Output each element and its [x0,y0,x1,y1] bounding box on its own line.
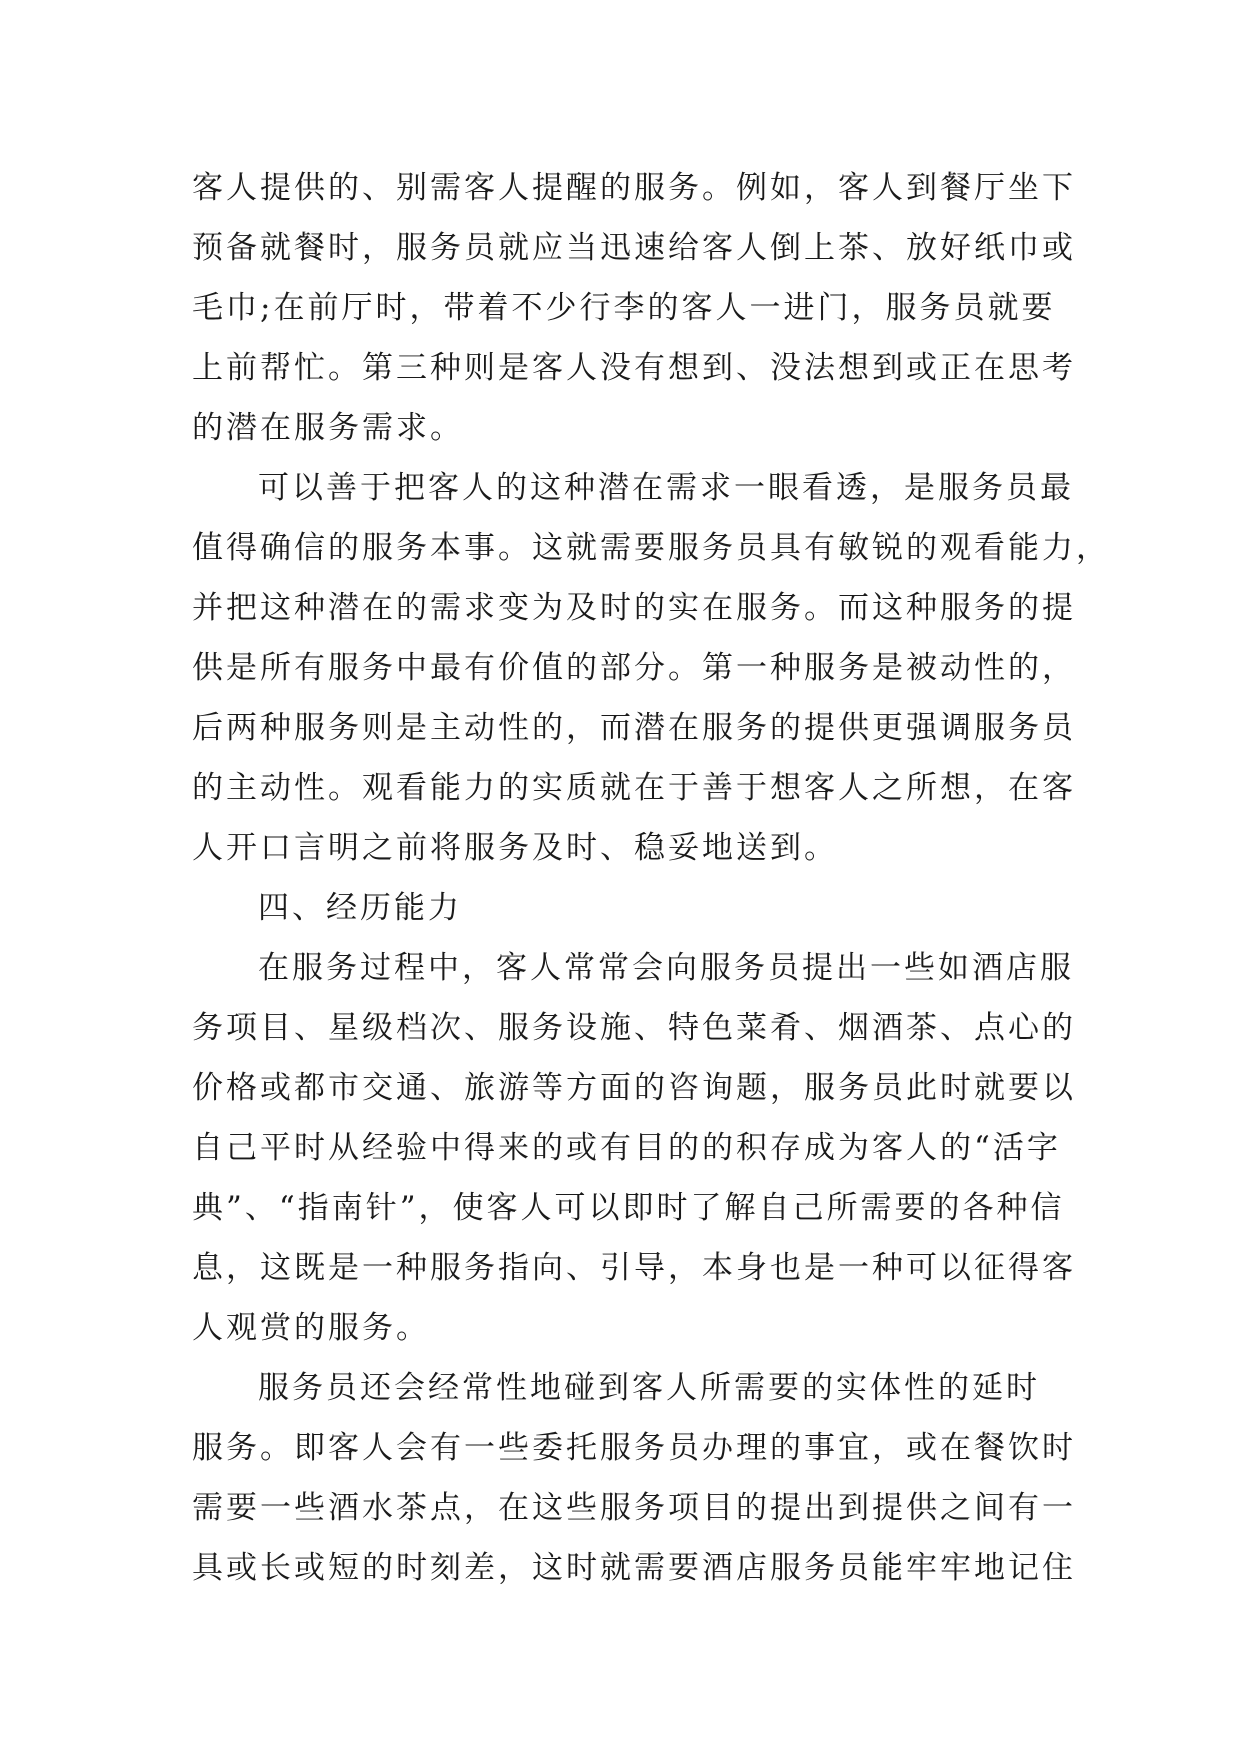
text-line: 的潜在服务需求。 [192,410,464,446]
text-line: 服务。即客人会有一些委托服务员办理的事宜，或在餐饮时 [192,1430,1076,1466]
text-line: 上前帮忙。第三种则是客人没有想到、没法想到或正在思考 [192,350,1076,386]
text-line: 价格或都市交通、旅游等方面的咨询题，服务员此时就要以 [192,1070,1076,1106]
text-line: 毛巾;在前厅时，带着不少行李的客人一进门，服务员就要 [192,290,1056,326]
body-text [192,158,1110,1598]
paragraph-start-line: 可以善于把客人的这种潜在需求一眼看透，是服务员最 [258,470,1074,506]
text-line: 的主动性。观看能力的实质就在于善于想客人之所想，在客 [192,770,1076,806]
text-line: 具或长或短的时刻差，这时就需要酒店服务员能牢牢地记住 [192,1550,1076,1586]
paragraph-start-line: 在服务过程中，客人常常会向服务员提出一些如酒店服 [258,950,1074,986]
text-line: 并把这种潜在的需求变为及时的实在服务。而这种服务的提 [192,590,1076,626]
section-heading: 四、经历能力 [258,890,462,926]
text-line: 典”、“指南针”，使客人可以即时了解自己所需要的各种信 [192,1190,1065,1226]
text-line: 客人提供的、别需客人提醒的服务。例如，客人到餐厅坐下 [192,170,1076,206]
text-line: 需要一些酒水茶点，在这些服务项目的提出到提供之间有一 [192,1490,1076,1526]
text-line: 后两种服务则是主动性的，而潜在服务的提供更强调服务员 [192,710,1076,746]
text-line: 人开口言明之前将服务及时、稳妥地送到。 [192,830,838,866]
text-line: 供是所有服务中最有价值的部分。第一种服务是被动性的， [192,650,1076,686]
text-line: 人观赏的服务。 [192,1310,430,1346]
text-line: 自己平时从经验中得来的或有目的的积存成为客人的“活字 [192,1130,1061,1166]
text-line: 值得确信的服务本事。这就需要服务员具有敏锐的观看能力， [192,530,1110,566]
text-line: 息，这既是一种服务指向、引导，本身也是一种可以征得客 [192,1250,1076,1286]
paragraph-start-line: 服务员还会经常性地碰到客人所需要的实体性的延时 [258,1370,1040,1406]
text-line: 务项目、星级档次、服务设施、特色菜肴、烟酒茶、点心的 [192,1010,1076,1046]
text-line: 预备就餐时，服务员就应当迅速给客人倒上茶、放好纸巾或 [192,230,1076,266]
